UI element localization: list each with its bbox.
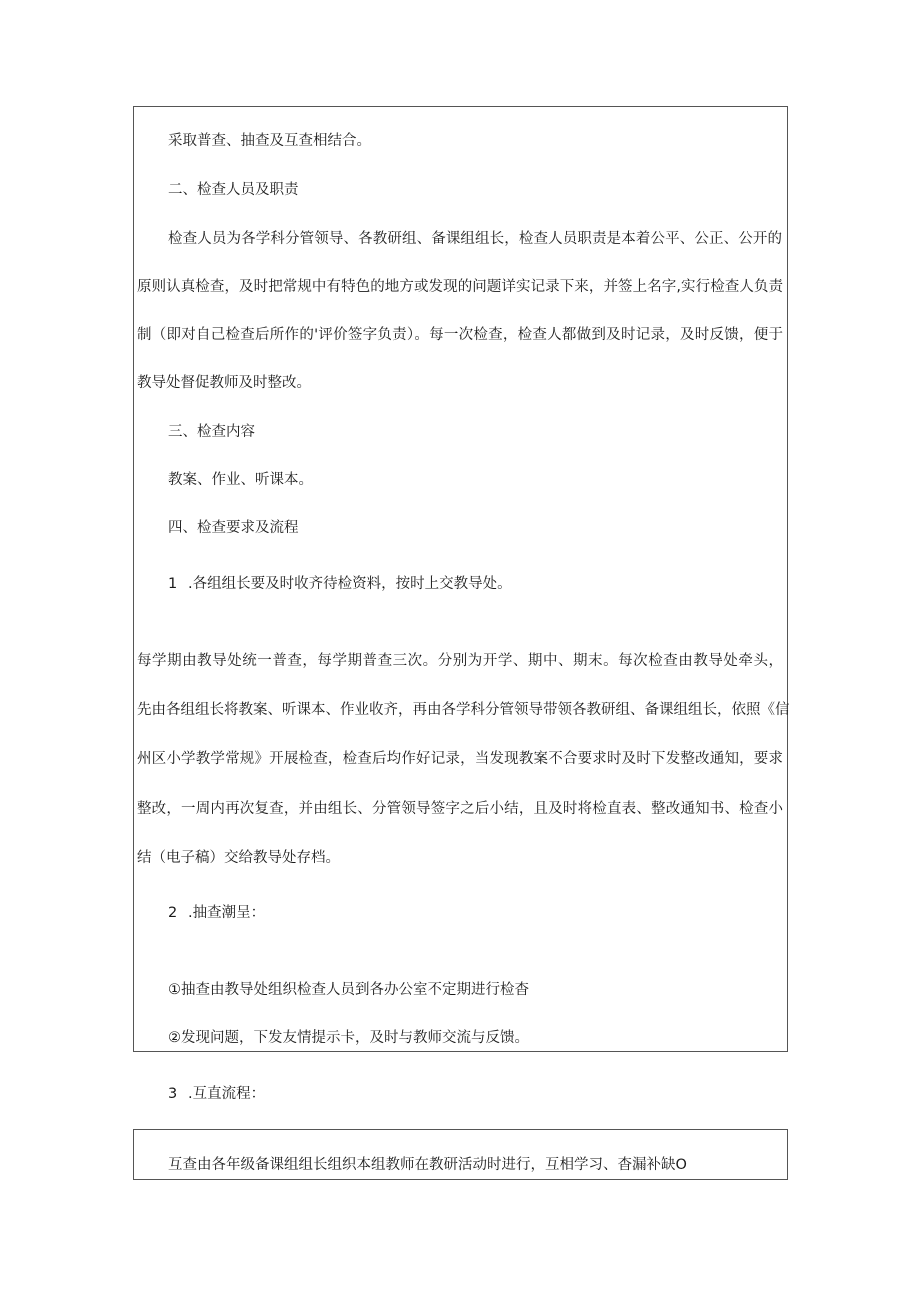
section-heading-3: 三、检查内容	[168, 424, 255, 440]
paragraph-general-check-line-4: 整改，一周内再次复查，并由组长、分管领导签字之后小结，且及时将检直表、整改通知书、检查小	[137, 801, 783, 817]
paragraph-general-check-line-2: 先由各组组长将教案、听课本、作业收齐，再由各学科分管领导带领各教研组、备课组组长，依照《信	[137, 702, 790, 718]
list-item-2-text: .抽查潮呈：	[188, 905, 266, 921]
paragraph-mutual-check: 互查由各年级备课组组长组织本组教师在教研活动时进行，互相学习、杳漏补缺O	[168, 1157, 687, 1173]
paragraph-general-check-line-3: 州区小学教学常规》开展检查，检查后均作好记录，当发现教案不合要求时及时下发整改通知，要求	[137, 751, 783, 767]
list-item-3	[168, 1084, 265, 1104]
paragraph-staff-duties-line-1: 检查人员为各学科分管领导、各教研组、备课组组长，检查人员职责是本着公平、公正、公开的	[168, 231, 782, 247]
section-heading-4: 四、检查要求及流程	[168, 520, 299, 536]
list-item-1	[168, 574, 512, 594]
list-item-2-number: 2	[168, 905, 178, 921]
paragraph-check-content: 教案、作业、听课本。	[168, 472, 313, 488]
list-item-2	[168, 903, 265, 923]
list-item-1-number: 1	[168, 576, 178, 592]
paragraph-staff-duties-line-2: 原则认真检查，及时把常规中有特色的地方或发现的问题详实记录下来，并签上名字,实行检查人负责	[137, 279, 783, 295]
paragraph-check-methods: 采取普查、抽查及互查相结合。	[168, 133, 371, 149]
paragraph-general-check-line-1: 每学期由教导处统一普查，每学期普查三次。分别为开学、期中、期末。每次检查由教导处牵头，	[137, 653, 783, 669]
list-item-3-number: 3	[168, 1086, 178, 1102]
paragraph-staff-duties-line-3: 制（即对自己检查后所作的'评价签字负责）。每一次检查，检查人都做到及时记录，及时反馈，便于	[137, 327, 783, 343]
paragraph-staff-duties-line-4: 教导处督促教师及时整改。	[137, 375, 311, 391]
section-heading-2: 二、检查人员及职责	[168, 182, 299, 198]
paragraph-general-check-line-5: 结（电子稿）交给教导处存档。	[137, 850, 340, 866]
list-item-3-text: .互直流程：	[188, 1086, 266, 1102]
sub-item-2: ②发现问题，下发友情提示卡，及时与教师交流与反馈。	[168, 1030, 529, 1046]
list-item-1-text: .各组组长要及时收齐待检资料，按时上交教导处。	[188, 576, 512, 592]
sub-item-1: ①抽查由教导处组织检查人员到各办公室不定期进行检杳	[168, 982, 529, 998]
